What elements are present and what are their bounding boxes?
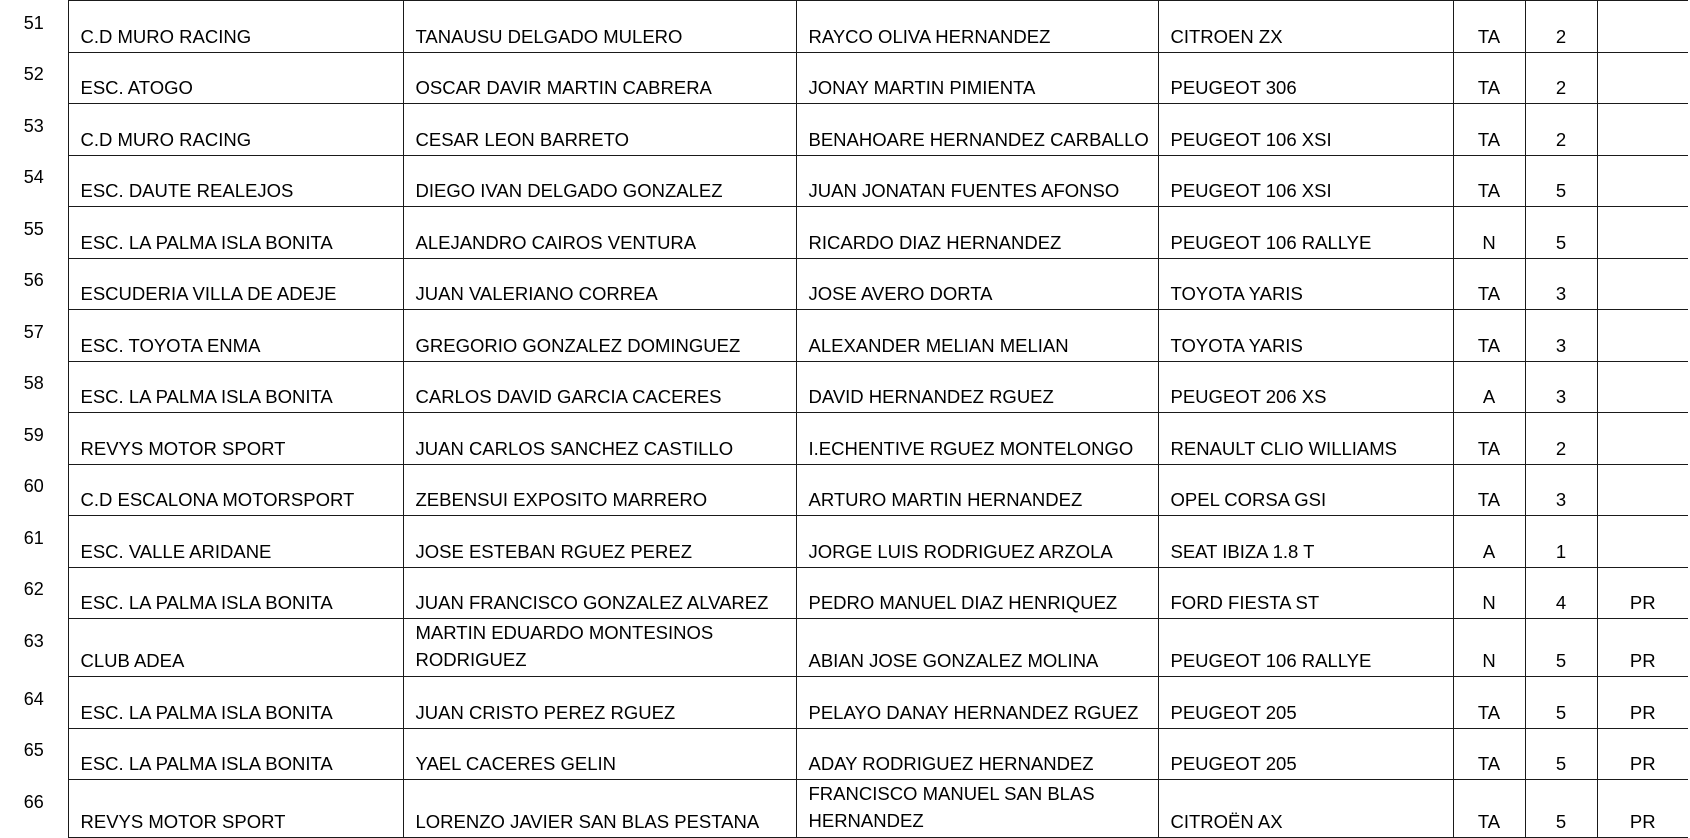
club-cell: ESC. LA PALMA ISLA BONITA: [68, 207, 403, 259]
entry-number-cell: 58: [0, 361, 68, 413]
club-cell: ESC. LA PALMA ISLA BONITA: [68, 677, 403, 729]
class-cell: 5: [1525, 619, 1597, 677]
table-row: [0, 155, 1688, 207]
driver-cell: CESAR LEON BARRETO: [403, 104, 796, 156]
codriver-cell: DAVID HERNANDEZ RGUEZ: [796, 361, 1158, 413]
class-cell: 5: [1525, 728, 1597, 780]
table-body: [0, 1, 1688, 838]
driver-cell: CARLOS DAVID GARCIA CACERES: [403, 361, 796, 413]
flag-cell: PR: [1597, 567, 1688, 619]
car-cell: PEUGEOT 205: [1158, 728, 1453, 780]
group-cell: N: [1453, 207, 1525, 259]
class-cell: 4: [1525, 567, 1597, 619]
car-cell: PEUGEOT 106 RALLYE: [1158, 619, 1453, 677]
driver-cell: LORENZO JAVIER SAN BLAS PESTANA: [403, 780, 796, 838]
club-cell: ESC. TOYOTA ENMA: [68, 310, 403, 362]
flag-cell: [1597, 104, 1688, 156]
table-row: [0, 258, 1688, 310]
table-row: [0, 52, 1688, 104]
codriver-cell: JONAY MARTIN PIMIENTA: [796, 52, 1158, 104]
group-cell: N: [1453, 619, 1525, 677]
flag-cell: [1597, 258, 1688, 310]
group-cell: A: [1453, 516, 1525, 568]
flag-cell: PR: [1597, 780, 1688, 838]
codriver-cell: PEDRO MANUEL DIAZ HENRIQUEZ: [796, 567, 1158, 619]
table-row: [0, 310, 1688, 362]
club-cell: REVYS MOTOR SPORT: [68, 413, 403, 465]
driver-cell: OSCAR DAVIR MARTIN CABRERA: [403, 52, 796, 104]
table-row: [0, 677, 1688, 729]
driver-cell: MARTIN EDUARDO MONTESINOS RODRIGUEZ: [403, 619, 796, 677]
flag-cell: [1597, 310, 1688, 362]
entry-number-cell: 54: [0, 155, 68, 207]
codriver-cell: JUAN JONATAN FUENTES AFONSO: [796, 155, 1158, 207]
table-row: [0, 567, 1688, 619]
codriver-cell: BENAHOARE HERNANDEZ CARBALLO: [796, 104, 1158, 156]
class-cell: 1: [1525, 516, 1597, 568]
codriver-cell: JORGE LUIS RODRIGUEZ ARZOLA: [796, 516, 1158, 568]
driver-cell: TANAUSU DELGADO MULERO: [403, 1, 796, 53]
table-row: [0, 207, 1688, 259]
flag-cell: [1597, 207, 1688, 259]
entry-number-cell: 65: [0, 728, 68, 780]
car-cell: TOYOTA YARIS: [1158, 258, 1453, 310]
group-cell: TA: [1453, 310, 1525, 362]
class-cell: 2: [1525, 1, 1597, 53]
car-cell: FORD FIESTA ST: [1158, 567, 1453, 619]
club-cell: ESC. VALLE ARIDANE: [68, 516, 403, 568]
codriver-cell: ABIAN JOSE GONZALEZ MOLINA: [796, 619, 1158, 677]
group-cell: TA: [1453, 728, 1525, 780]
car-cell: CITROËN AX: [1158, 780, 1453, 838]
codriver-cell: JOSE AVERO DORTA: [796, 258, 1158, 310]
table-row: [0, 516, 1688, 568]
group-cell: TA: [1453, 104, 1525, 156]
club-cell: ESC. LA PALMA ISLA BONITA: [68, 567, 403, 619]
car-cell: PEUGEOT 106 XSI: [1158, 155, 1453, 207]
entry-number-cell: 62: [0, 567, 68, 619]
entry-number-cell: 64: [0, 677, 68, 729]
driver-cell: ZEBENSUI EXPOSITO MARRERO: [403, 464, 796, 516]
entry-number-cell: 63: [0, 619, 68, 677]
table-row: [0, 1, 1688, 53]
club-cell: ESCUDERIA VILLA DE ADEJE: [68, 258, 403, 310]
car-cell: TOYOTA YARIS: [1158, 310, 1453, 362]
table-row: [0, 728, 1688, 780]
table-row: [0, 361, 1688, 413]
group-cell: N: [1453, 567, 1525, 619]
table-row: [0, 464, 1688, 516]
car-cell: PEUGEOT 106 XSI: [1158, 104, 1453, 156]
entry-number-cell: 51: [0, 1, 68, 53]
club-cell: REVYS MOTOR SPORT: [68, 780, 403, 838]
flag-cell: [1597, 516, 1688, 568]
table-row: [0, 104, 1688, 156]
codriver-cell: ADAY RODRIGUEZ HERNANDEZ: [796, 728, 1158, 780]
flag-cell: PR: [1597, 619, 1688, 677]
class-cell: 2: [1525, 413, 1597, 465]
entry-number-cell: 61: [0, 516, 68, 568]
group-cell: TA: [1453, 258, 1525, 310]
group-cell: TA: [1453, 1, 1525, 53]
driver-cell: JUAN CRISTO PEREZ RGUEZ: [403, 677, 796, 729]
entry-number-cell: 66: [0, 780, 68, 838]
group-cell: TA: [1453, 677, 1525, 729]
driver-cell: DIEGO IVAN DELGADO GONZALEZ: [403, 155, 796, 207]
entry-number-cell: 56: [0, 258, 68, 310]
car-cell: SEAT IBIZA 1.8 T: [1158, 516, 1453, 568]
car-cell: PEUGEOT 205: [1158, 677, 1453, 729]
driver-cell: JUAN FRANCISCO GONZALEZ ALVAREZ: [403, 567, 796, 619]
club-cell: ESC. ATOGO: [68, 52, 403, 104]
entry-number-cell: 57: [0, 310, 68, 362]
entry-number-cell: 60: [0, 464, 68, 516]
class-cell: 3: [1525, 310, 1597, 362]
driver-cell: ALEJANDRO CAIROS VENTURA: [403, 207, 796, 259]
car-cell: PEUGEOT 106 RALLYE: [1158, 207, 1453, 259]
club-cell: C.D MURO RACING: [68, 104, 403, 156]
car-cell: PEUGEOT 306: [1158, 52, 1453, 104]
codriver-cell: PELAYO DANAY HERNANDEZ RGUEZ: [796, 677, 1158, 729]
codriver-cell: ALEXANDER MELIAN MELIAN: [796, 310, 1158, 362]
club-cell: C.D MURO RACING: [68, 1, 403, 53]
entry-number-cell: 59: [0, 413, 68, 465]
entry-number-cell: 53: [0, 104, 68, 156]
class-cell: 2: [1525, 52, 1597, 104]
class-cell: 5: [1525, 155, 1597, 207]
car-cell: CITROEN ZX: [1158, 1, 1453, 53]
flag-cell: [1597, 155, 1688, 207]
flag-cell: [1597, 464, 1688, 516]
club-cell: ESC. DAUTE REALEJOS: [68, 155, 403, 207]
driver-cell: JUAN VALERIANO CORREA: [403, 258, 796, 310]
entry-number-cell: 52: [0, 52, 68, 104]
codriver-cell: FRANCISCO MANUEL SAN BLAS HERNANDEZ: [796, 780, 1158, 838]
class-cell: 5: [1525, 207, 1597, 259]
codriver-cell: I.ECHENTIVE RGUEZ MONTELONGO: [796, 413, 1158, 465]
class-cell: 3: [1525, 464, 1597, 516]
entry-number-cell: 55: [0, 207, 68, 259]
club-cell: CLUB ADEA: [68, 619, 403, 677]
driver-cell: JUAN CARLOS SANCHEZ CASTILLO: [403, 413, 796, 465]
club-cell: C.D ESCALONA MOTORSPORT: [68, 464, 403, 516]
driver-cell: YAEL CACERES GELIN: [403, 728, 796, 780]
class-cell: 5: [1525, 677, 1597, 729]
class-cell: 3: [1525, 258, 1597, 310]
flag-cell: [1597, 1, 1688, 53]
club-cell: ESC. LA PALMA ISLA BONITA: [68, 361, 403, 413]
car-cell: OPEL CORSA GSI: [1158, 464, 1453, 516]
group-cell: TA: [1453, 52, 1525, 104]
codriver-cell: RAYCO OLIVA HERNANDEZ: [796, 1, 1158, 53]
flag-cell: [1597, 413, 1688, 465]
club-cell: ESC. LA PALMA ISLA BONITA: [68, 728, 403, 780]
group-cell: TA: [1453, 780, 1525, 838]
class-cell: 5: [1525, 780, 1597, 838]
table-row: [0, 413, 1688, 465]
flag-cell: PR: [1597, 728, 1688, 780]
table-row: [0, 619, 1688, 677]
flag-cell: PR: [1597, 677, 1688, 729]
group-cell: TA: [1453, 464, 1525, 516]
car-cell: PEUGEOT 206 XS: [1158, 361, 1453, 413]
table-row: [0, 780, 1688, 838]
driver-cell: JOSE ESTEBAN RGUEZ PEREZ: [403, 516, 796, 568]
class-cell: 3: [1525, 361, 1597, 413]
flag-cell: [1597, 52, 1688, 104]
car-cell: RENAULT CLIO WILLIAMS: [1158, 413, 1453, 465]
group-cell: TA: [1453, 413, 1525, 465]
group-cell: TA: [1453, 155, 1525, 207]
flag-cell: [1597, 361, 1688, 413]
codriver-cell: RICARDO DIAZ HERNANDEZ: [796, 207, 1158, 259]
group-cell: A: [1453, 361, 1525, 413]
driver-cell: GREGORIO GONZALEZ DOMINGUEZ: [403, 310, 796, 362]
codriver-cell: ARTURO MARTIN HERNANDEZ: [796, 464, 1158, 516]
class-cell: 2: [1525, 104, 1597, 156]
